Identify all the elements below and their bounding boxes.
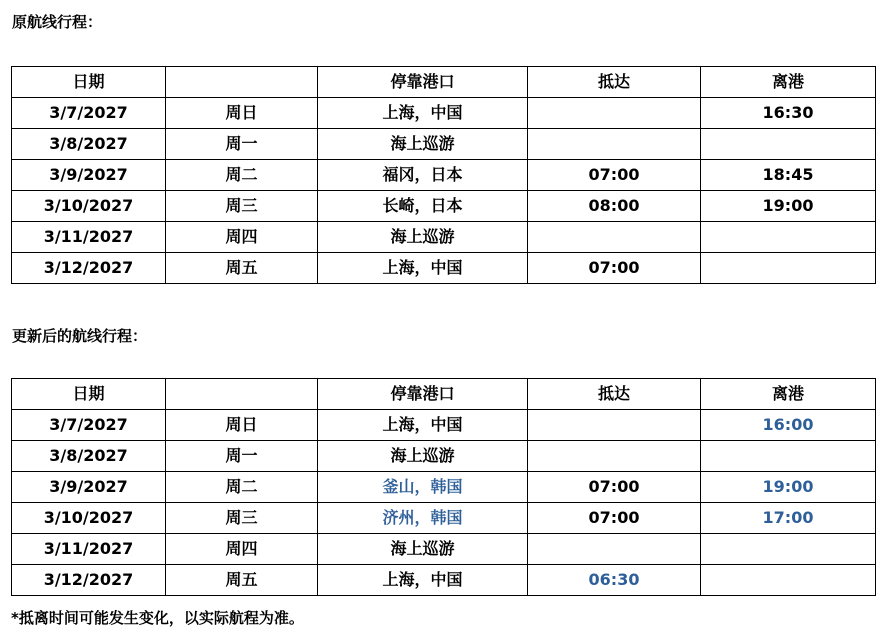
cell-depart: 18:45 [701,160,876,191]
cell-depart: 16:30 [701,98,876,129]
cell-arrive: 08:00 [528,191,701,222]
table-row [12,129,876,160]
cell-weekday: 周五 [166,565,318,596]
footnote: *抵离时间可能发生变化，以实际航程为准。 [11,609,304,627]
cell-arrive [528,129,701,160]
cell-port: 上海，中国 [318,253,528,284]
cell-port: 上海，中国 [318,98,528,129]
updated-itinerary-title: 更新后的航线行程： [12,327,148,345]
cell-arrive [528,534,701,565]
cell-arrive: 07:00 [528,253,701,284]
header-depart: 离港 [701,67,876,98]
cell-date: 3/7/2027 [12,410,166,441]
table-header-row [12,379,876,410]
cell-depart [701,565,876,596]
table-row [12,160,876,191]
cell-depart [701,441,876,472]
cell-weekday: 周三 [166,191,318,222]
table-row [12,98,876,129]
table-row [12,410,876,441]
cell-date: 3/10/2027 [12,191,166,222]
cell-port: 海上巡游 [318,222,528,253]
cell-weekday: 周三 [166,503,318,534]
cell-date: 3/11/2027 [12,222,166,253]
cell-weekday: 周四 [166,534,318,565]
cell-port: 长崎，日本 [318,191,528,222]
cell-arrive: 07:00 [528,472,701,503]
cell-port: 海上巡游 [318,441,528,472]
cell-date: 3/12/2027 [12,565,166,596]
table-row [12,253,876,284]
cell-depart-changed: 16:00 [701,410,876,441]
cell-arrive: 07:00 [528,503,701,534]
header-weekday [166,379,318,410]
table-row [12,191,876,222]
table-row [12,222,876,253]
header-port: 停靠港口 [318,67,528,98]
header-date: 日期 [12,379,166,410]
cell-port: 海上巡游 [318,534,528,565]
cell-depart [701,222,876,253]
cell-weekday: 周一 [166,129,318,160]
cell-port: 福冈，日本 [318,160,528,191]
cell-port: 海上巡游 [318,129,528,160]
cell-date: 3/11/2027 [12,534,166,565]
cell-date: 3/8/2027 [12,441,166,472]
cell-arrive-changed: 06:30 [528,565,701,596]
cell-arrive [528,98,701,129]
cell-depart [701,253,876,284]
cell-depart-changed: 19:00 [701,472,876,503]
cell-date: 3/9/2027 [12,472,166,503]
header-date: 日期 [12,67,166,98]
updated-itinerary-table [11,378,876,596]
original-itinerary-title: 原航线行程： [12,13,103,31]
cell-date: 3/10/2027 [12,503,166,534]
cell-date: 3/9/2027 [12,160,166,191]
cell-arrive [528,441,701,472]
cell-weekday: 周二 [166,472,318,503]
cell-arrive: 07:00 [528,160,701,191]
cell-weekday: 周日 [166,98,318,129]
cell-port: 上海，中国 [318,565,528,596]
cell-depart: 19:00 [701,191,876,222]
cell-depart [701,534,876,565]
cell-weekday: 周五 [166,253,318,284]
header-weekday [166,67,318,98]
cell-depart [701,129,876,160]
table-row [12,534,876,565]
table-row [12,441,876,472]
cell-weekday: 周日 [166,410,318,441]
cell-port: 上海，中国 [318,410,528,441]
cell-port-changed: 济州，韩国 [318,503,528,534]
table-header-row [12,67,876,98]
cell-weekday: 周一 [166,441,318,472]
cell-date: 3/7/2027 [12,98,166,129]
table-row [12,565,876,596]
table-row [12,472,876,503]
cell-arrive [528,222,701,253]
cell-depart-changed: 17:00 [701,503,876,534]
cell-port-changed: 釜山，韩国 [318,472,528,503]
header-arrive: 抵达 [528,379,701,410]
original-itinerary-table [11,66,876,284]
cell-weekday: 周二 [166,160,318,191]
cell-date: 3/8/2027 [12,129,166,160]
cell-arrive [528,410,701,441]
table-row [12,503,876,534]
cell-weekday: 周四 [166,222,318,253]
cell-date: 3/12/2027 [12,253,166,284]
header-arrive: 抵达 [528,67,701,98]
header-depart: 离港 [701,379,876,410]
header-port: 停靠港口 [318,379,528,410]
